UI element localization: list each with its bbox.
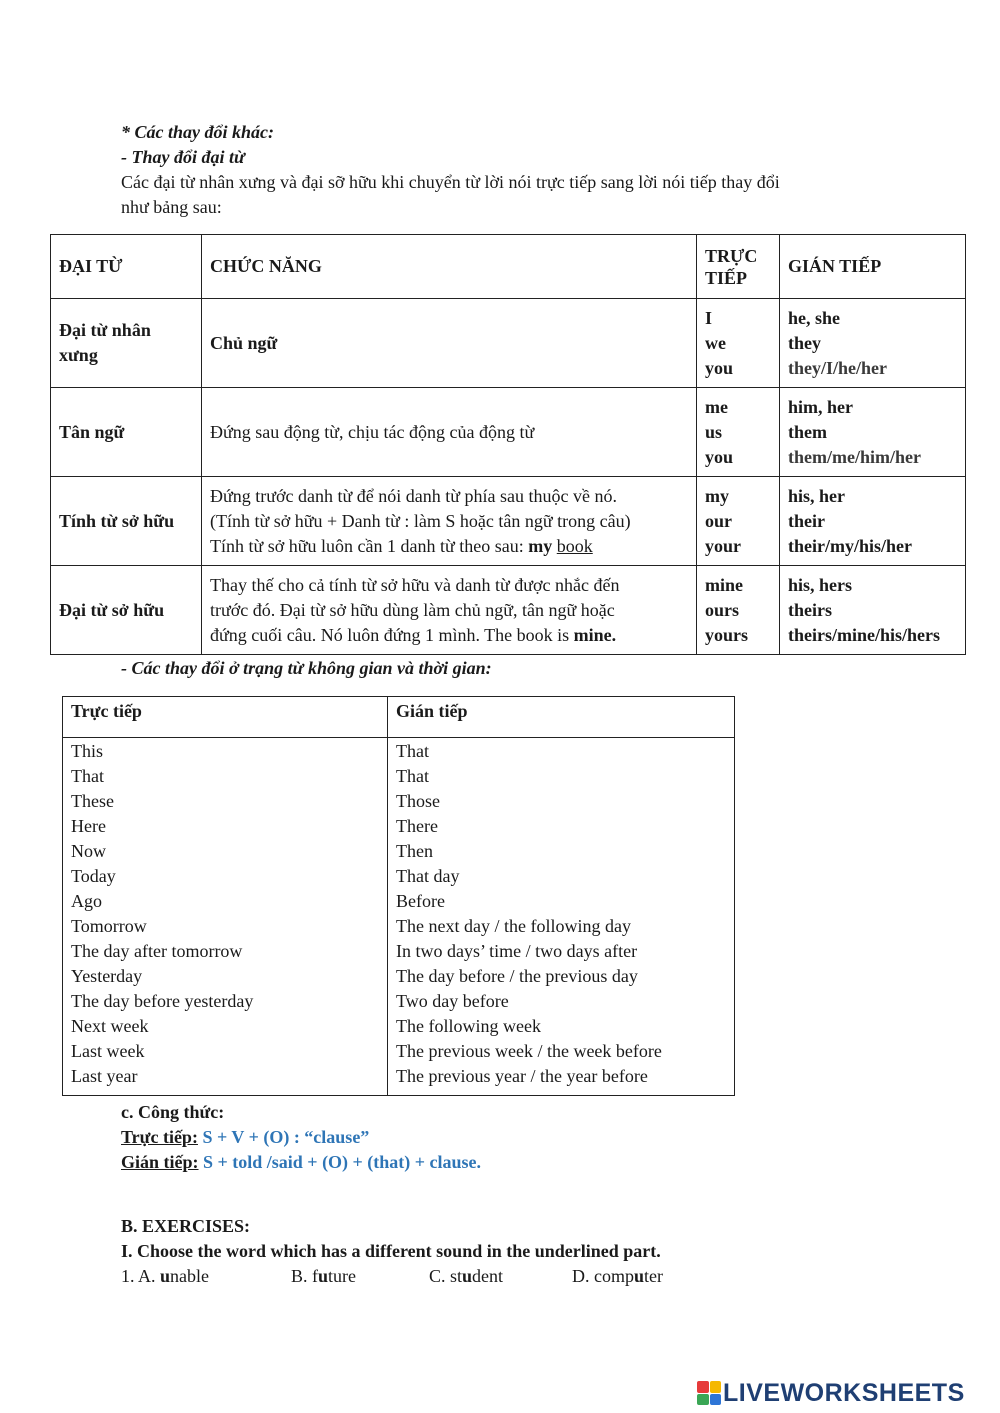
direct-adverb: The day before yesterday [71, 991, 254, 1011]
pronoun-function [202, 299, 697, 388]
direct-forms [697, 566, 780, 655]
header-cell: CHỨC NĂNG [202, 235, 697, 299]
indirect-forms [780, 566, 966, 655]
adverb-table [62, 696, 735, 1096]
intro-section [121, 120, 881, 220]
table-row [51, 477, 966, 566]
header-cell: Trực tiếp [63, 697, 388, 738]
logo-mark-icon [697, 1381, 721, 1405]
question-number: 1. [121, 1266, 135, 1286]
table-row [63, 738, 735, 1096]
intro-paragraph-line: như bảng sau: [121, 197, 222, 217]
table-row [51, 299, 966, 388]
indirect-form: his, her [788, 485, 846, 506]
indirect-form: his, hers [788, 574, 853, 595]
direct-form: our [705, 510, 732, 531]
option-text: f [312, 1266, 319, 1286]
direct-form: me [705, 396, 728, 417]
direct-form: you [705, 357, 734, 378]
example-word: my [528, 535, 553, 556]
formula-section [121, 1100, 481, 1175]
question-option-a[interactable] [121, 1264, 209, 1289]
table-row [51, 388, 966, 477]
header-cell: GIÁN TIẾP [780, 235, 966, 299]
formula-title: c. Công thức: [121, 1102, 225, 1122]
indirect-adverb: The day before / the previous day [396, 966, 638, 986]
exercises-section [121, 1214, 821, 1289]
option-marked-letter: u [634, 1266, 645, 1286]
formula-value: S + told /said + (O) + (that) + clause. [198, 1152, 482, 1172]
formula-label: Gián tiếp: [121, 1152, 199, 1172]
direct-form: we [705, 332, 726, 353]
direct-form: ours [705, 599, 740, 620]
direct-form: my [705, 485, 729, 506]
direct-adverb: Last week [71, 1041, 145, 1061]
indirect-adverb: The following week [396, 1016, 541, 1036]
direct-forms [697, 299, 780, 388]
indirect-adverb: Before [396, 891, 445, 911]
direct-column [63, 738, 388, 1096]
direct-adverb: Ago [71, 891, 102, 911]
function-text: Tính từ sở hữu luôn cần 1 danh từ theo sau: [210, 535, 524, 556]
function-line [210, 534, 688, 559]
example-noun: book [556, 535, 593, 556]
table-header-row [51, 235, 966, 299]
pronoun-function [202, 566, 697, 655]
option-text: comp [594, 1266, 634, 1286]
option-text: st [450, 1266, 463, 1286]
direct-form: mine [705, 574, 743, 595]
indirect-adverb: Two day before [396, 991, 509, 1011]
direct-adverb: Today [71, 866, 116, 886]
option-text: ture [328, 1266, 357, 1286]
section-subheading: - Các thay đổi ở trạng từ không gian và thời gian: [121, 658, 492, 678]
function-line: Thay thế cho cả tính từ sở hữu và danh từ được nhắc đến [210, 574, 620, 595]
pronoun-type: Đại từ nhân xưng [51, 299, 202, 388]
function-line: (Tính từ sở hữu + Danh từ : làm S hoặc tân ngữ trong câu) [210, 510, 631, 531]
indirect-adverb: In two days’ time / two days after [396, 941, 638, 961]
direct-adverb: Here [71, 816, 106, 836]
formula-indirect [121, 1150, 481, 1175]
direct-adverb: Last year [71, 1066, 138, 1086]
indirect-form: theirs/mine/his/hers [788, 624, 940, 645]
direct-form: I [705, 307, 713, 328]
direct-adverb: The day after tomorrow [71, 941, 243, 961]
indirect-form: them [788, 421, 827, 442]
function-line [210, 623, 688, 648]
question-option-b[interactable] [291, 1264, 356, 1289]
indirect-form: they [788, 332, 821, 353]
direct-adverb: These [71, 791, 114, 811]
header-cell: Gián tiếp [388, 697, 735, 738]
indirect-adverb: That [396, 741, 429, 761]
direct-adverb: Now [71, 841, 106, 861]
exercises-title: B. EXERCISES: [121, 1216, 251, 1236]
direct-form: us [705, 421, 723, 442]
function-line: Đứng trước danh từ để nói danh từ phía sau thuộc về nó. [210, 485, 617, 506]
question-option-c[interactable] [429, 1264, 503, 1289]
liveworksheets-logo [697, 1378, 965, 1408]
option-letter: B. [291, 1266, 308, 1286]
indirect-adverb: The next day / the following day [396, 916, 631, 936]
indirect-adverb: There [396, 816, 438, 836]
indirect-adverb: That [396, 766, 429, 786]
function-line: Chủ ngữ [210, 332, 278, 353]
indirect-column [388, 738, 735, 1096]
indirect-form: they/I/he/her [788, 357, 887, 378]
indirect-form: them/me/him/her [788, 446, 921, 467]
header-cell: TRỰC TIẾP [697, 235, 780, 299]
indirect-adverb: The previous week / the week before [396, 1041, 662, 1061]
exercise-instruction: I. Choose the word which has a different sound in the underlined part. [121, 1241, 661, 1261]
direct-adverb: Tomorrow [71, 916, 147, 936]
pronoun-table [50, 234, 966, 655]
header-cell: ĐẠI TỪ [51, 235, 202, 299]
function-text: đứng cuối câu. Nó luôn đứng 1 mình. The book is [210, 624, 570, 645]
indirect-form: him, her [788, 396, 853, 417]
section-heading: * Các thay đổi khác: [121, 122, 274, 142]
formula-label: Trực tiếp: [121, 1127, 198, 1147]
exercise-question [121, 1264, 821, 1289]
function-line: Đứng sau động từ, chịu tác động của động từ [210, 421, 535, 442]
option-marked-letter: u [318, 1266, 329, 1286]
direct-adverb: Yesterday [71, 966, 143, 986]
direct-form: your [705, 535, 741, 556]
option-letter: C. [429, 1266, 446, 1286]
option-letter: A. [138, 1266, 156, 1286]
option-text: dent [472, 1266, 504, 1286]
option-text: ter [644, 1266, 663, 1286]
pronoun-function [202, 477, 697, 566]
direct-forms [697, 388, 780, 477]
option-marked-letter: u [160, 1266, 171, 1286]
indirect-forms [780, 388, 966, 477]
pronoun-type: Tân ngữ [51, 388, 202, 477]
table-row [51, 566, 966, 655]
option-letter: D. [572, 1266, 590, 1286]
direct-form: yours [705, 624, 749, 645]
indirect-form: he, she [788, 307, 841, 328]
indirect-form: their [788, 510, 825, 531]
option-text: nable [170, 1266, 210, 1286]
formula-direct [121, 1125, 481, 1150]
intro-paragraph-line: Các đại từ nhân xưng và đại sỡ hữu khi chuyển từ lời nói trực tiếp sang lời nói tiếp thay đổi [121, 172, 780, 192]
indirect-adverb: The previous year / the year before [396, 1066, 648, 1086]
logo-text: LIVEWORKSHEETS [723, 1378, 965, 1407]
formula-value: S + V + (O) : “clause” [197, 1127, 370, 1147]
pronoun-type: Đại từ sở hữu [51, 566, 202, 655]
direct-adverb: Next week [71, 1016, 149, 1036]
indirect-adverb: That day [396, 866, 460, 886]
direct-form: you [705, 446, 734, 467]
indirect-forms [780, 299, 966, 388]
example-word: mine. [573, 624, 617, 645]
direct-adverb: That [71, 766, 104, 786]
pronoun-function [202, 388, 697, 477]
indirect-forms [780, 477, 966, 566]
indirect-form: theirs [788, 599, 832, 620]
option-marked-letter: u [462, 1266, 473, 1286]
section-subheading: - Thay đổi đại từ [121, 147, 245, 167]
direct-adverb: This [71, 741, 104, 761]
indirect-form: their/my/his/her [788, 535, 912, 556]
indirect-adverb: Those [396, 791, 440, 811]
function-line: trước đó. Đại từ sở hữu dùng làm chủ ngữ, tân ngữ hoặc [210, 599, 615, 620]
pronoun-type: Tính từ sở hữu [51, 477, 202, 566]
question-option-d[interactable] [572, 1264, 663, 1289]
direct-forms [697, 477, 780, 566]
indirect-adverb: Then [396, 841, 433, 861]
table-header-row [63, 697, 735, 738]
